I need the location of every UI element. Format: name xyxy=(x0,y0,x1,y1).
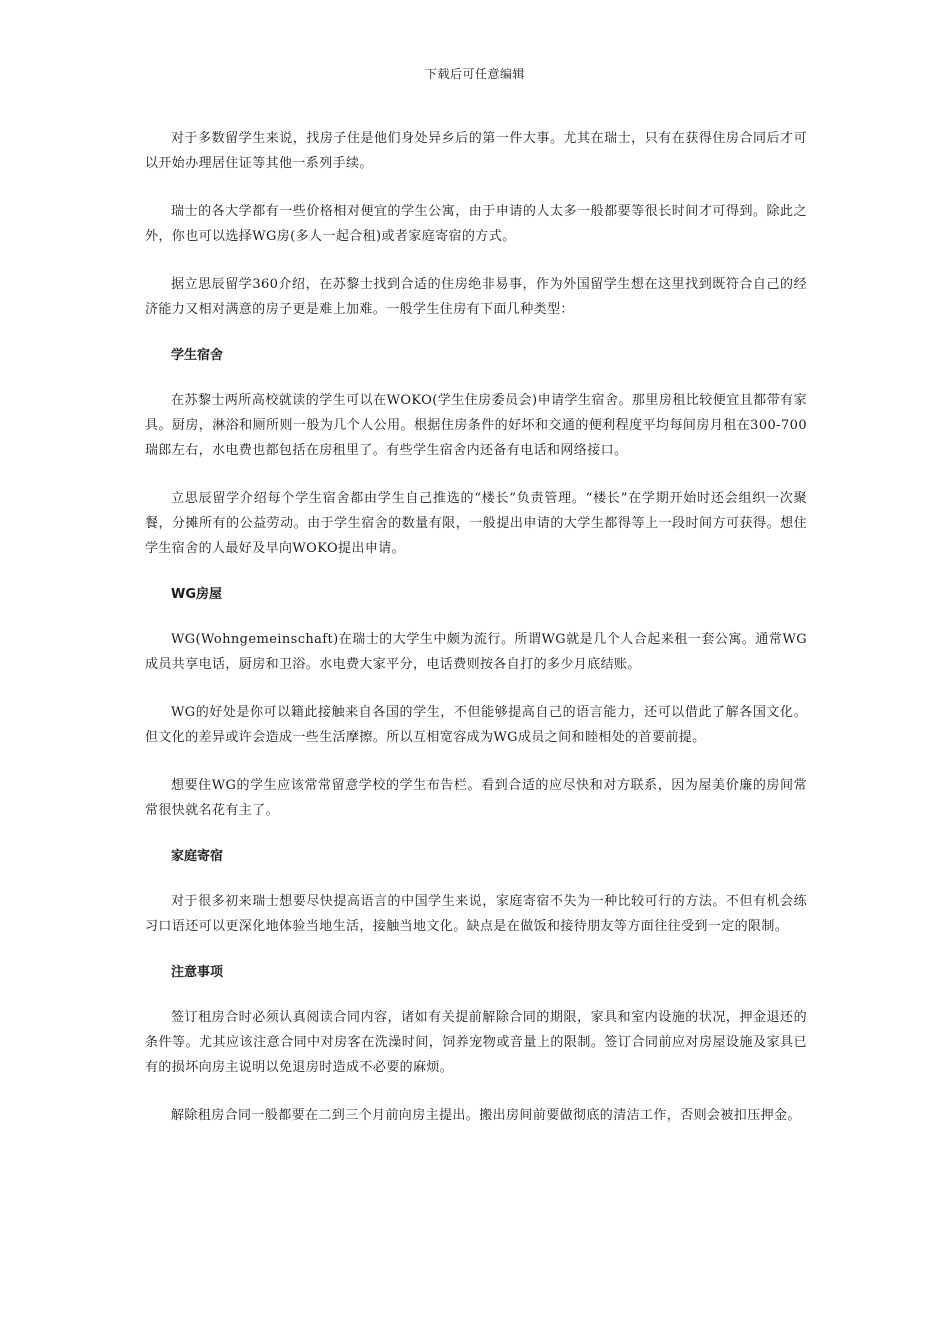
paragraph-homestay: 对于很多初来瑞士想要尽快提高语言的中国学生来说，家庭寄宿不失为一种比较可行的方法。不但有机会练习口语还可以更深化地体验当地生活，接触当地文化。缺点是在做饭和接待朋友等方面往往受到一定的限制。 xyxy=(145,894,807,934)
section-heading-notes: 注意事项 xyxy=(171,965,224,980)
paragraph-housing-options: 瑞士的各大学都有一些价格相对便宜的学生公寓，由于申请的人太多一般都要等很长时间才可得到。除此之外，你也可以选择WG房(多人一起合租)或者家庭寄宿的方式。 xyxy=(145,204,807,244)
paragraph-dormitory-woko: 在苏黎士两所高校就读的学生可以在WOKO(学生住房委员会)申请学生宿舍。那里房租比较便宜且都带有家具。厨房，淋浴和厕所则一般为几个人公用。根据住房条件的好坏和交通的便利程度平均每间房月租在300-700瑞郎左右，水电费也都包括在房租里了。有些学生宿舍内还备有电话和网络接口。 xyxy=(145,393,807,458)
paragraph-housing-types: 据立思辰留学360介绍，在苏黎士找到合适的住房绝非易事，作为外国留学生想在这里找到既符合自己的经济能力又相对满意的房子更是难上加难。一般学生住房有下面几种类型： xyxy=(145,277,807,317)
paragraph-wg-definition: WG(Wohngemeinschaft)在瑞士的大学生中颇为流行。所谓WG就是几个人合起来租一套公寓。通常WG成员共享电话，厨房和卫浴。水电费大家平分，电话费则按各自打的多少月底结账。 xyxy=(145,632,807,672)
section-heading-dormitory: 学生宿舍 xyxy=(171,348,224,363)
section-heading-wg: WG房屋 xyxy=(171,587,223,602)
paragraph-dormitory-manager: 立思辰留学介绍每个学生宿舍都由学生自己推选的“楼长”负责管理。“楼长”在学期开始时还会组织一次聚餐，分摊所有的公益劳动。由于学生宿舍的数量有限，一般提出申请的大学生都得等上一段时间方可获得。想住学生宿舍的人最好及早向WOKO提出申请。 xyxy=(145,491,807,556)
paragraph-contract-signing: 签订租房合时必须认真阅读合同内容，诸如有关提前解除合同的期限，家具和室内设施的状况，押金退还的条件等。尤其应该注意合同中对房客在洗澡时间，饲养宠物或音量上的限制。签订合同前应对房屋设施及家具已有的损坏向房主说明以免退房时造成不必要的麻烦。 xyxy=(145,1010,807,1075)
paragraph-wg-noticeboard: 想要住WG的学生应该常常留意学校的学生布告栏。看到合适的应尽快和对方联系，因为屋美价廉的房间常常很快就名花有主了。 xyxy=(145,778,807,818)
section-heading-homestay: 家庭寄宿 xyxy=(171,849,224,864)
paragraph-wg-benefits: WG的好处是你可以籍此接触来自各国的学生，不但能够提高自己的语言能力，还可以借此了解各国文化。但文化的差异或许会造成一些生活摩擦。所以互相宽容成为WG成员之间和睦相处的首要前提。 xyxy=(145,705,807,745)
document-body xyxy=(145,126,807,1151)
paragraph-intro: 对于多数留学生来说，找房子住是他们身处异乡后的第一件大事。尤其在瑞士，只有在获得住房合同后才可以开始办理居住证等其他一系列手续。 xyxy=(145,131,807,171)
page-header: 下载后可任意编辑 xyxy=(424,67,525,81)
paragraph-contract-termination: 解除租房合同一般都要在二到三个月前向房主提出。搬出房间前要做彻底的清洁工作，否则会被扣压押金。 xyxy=(171,1108,801,1123)
